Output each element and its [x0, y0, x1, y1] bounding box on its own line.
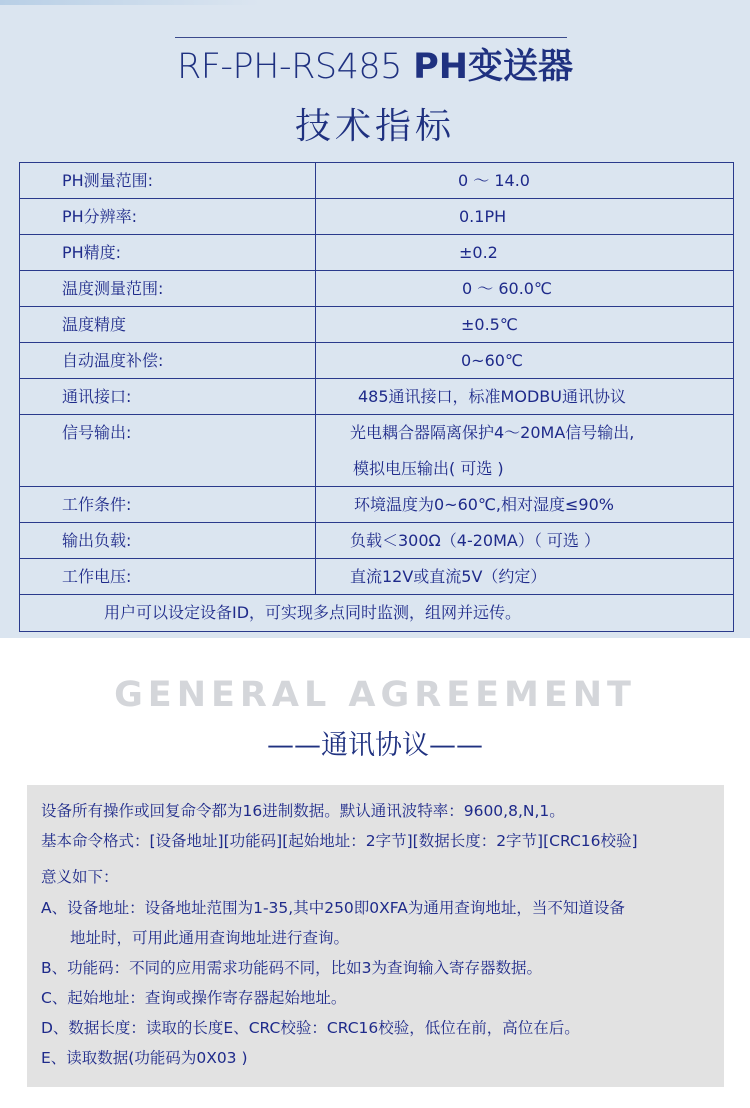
protocol-line: A、设备地址：设备地址范围为1-35,其中250即0XFA为通用查询地址，当不知道设备 [41, 899, 625, 917]
protocol-line: 设备所有操作或回复命令都为16进制数据。默认通讯波特率：9600,8,N,1。 [41, 802, 565, 820]
protocol-line: B、功能码：不同的应用需求功能码不同，比如3为查询输入寄存器数据。 [41, 959, 542, 977]
protocol-line: C、起始地址：查询或操作寄存器起始地址。 [41, 989, 347, 1007]
spec-label: PH分辨率: [20, 199, 316, 234]
spec-row-ph-range [20, 163, 733, 199]
spec-value-line: 光电耦合器隔离保护4～20MA信号输出, [350, 423, 635, 442]
spec-value: 直流12V或直流5V（约定） [350, 567, 547, 586]
spec-value: 0 ～ 60.0℃ [462, 279, 552, 298]
spec-label: PH精度: [20, 235, 316, 270]
page-subtitle: 技术指标 [294, 106, 455, 147]
spec-row-ph-resolution [20, 199, 733, 235]
spec-value: ±0.2 [459, 243, 498, 262]
page-title [0, 44, 750, 90]
title-product: PH变送器 [413, 47, 574, 87]
spec-label: 信号输出: [20, 415, 316, 486]
spec-row-ph-accuracy [20, 235, 733, 271]
spec-value: 485通讯接口，标准MODBU通讯协议 [358, 387, 626, 406]
protocol-line: 地址时，可用此通用查询地址进行查询。 [70, 929, 350, 947]
spec-row-working-conditions [20, 487, 733, 523]
spec-value: 0 ～ 14.0 [458, 171, 530, 190]
spec-value-line: 模拟电压输出( 可选 ) [353, 459, 504, 478]
spec-table [19, 162, 734, 632]
spec-note: 用户可以设定设备ID，可实现多点同时监测，组网并远传。 [104, 603, 522, 622]
protocol-subheading: ——通讯协议—— [267, 730, 483, 761]
spec-label: 输出负载: [20, 523, 316, 558]
spec-label: 温度精度 [20, 307, 316, 342]
title-model: RF-PH-RS485 [176, 47, 402, 87]
spec-value: ±0.5℃ [461, 315, 518, 334]
spec-value: 0.1PH [459, 207, 507, 226]
spec-row-temp-accuracy [20, 307, 733, 343]
spec-label: 通讯接口: [20, 379, 316, 414]
spec-label: 工作电压: [20, 559, 316, 594]
spec-row-signal-output [20, 415, 733, 487]
general-agreement-heading: GENERAL AGREEMENT [114, 675, 636, 715]
top-glow-decoration [0, 0, 260, 5]
spec-label: 工作条件: [20, 487, 316, 522]
spec-label: PH测量范围: [20, 163, 316, 198]
spec-row-working-voltage [20, 559, 733, 595]
spec-row-temp-range [20, 271, 733, 307]
spec-label: 自动温度补偿: [20, 343, 316, 378]
protocol-line: E、读取数据(功能码为0X03 ) [41, 1049, 248, 1067]
spec-value [316, 415, 733, 486]
title-rule [175, 37, 567, 38]
spec-row-interface [20, 379, 733, 415]
spec-value: 负载＜300Ω（4-20MA）（ 可选 ） [350, 531, 601, 550]
spec-row-output-load [20, 523, 733, 559]
spec-value: 0~60℃ [461, 351, 523, 370]
spec-row-note [20, 595, 733, 631]
spec-row-temp-compensation [20, 343, 733, 379]
protocol-line: 意义如下： [41, 868, 119, 886]
spec-label: 温度测量范围: [20, 271, 316, 306]
spec-value: 环境温度为0~60℃,相对湿度≤90% [354, 495, 614, 514]
protocol-box [27, 785, 724, 1087]
protocol-line: 基本命令格式：[设备地址][功能码][起始地址：2字节][数据长度：2字节][CRC16校验] [41, 832, 638, 850]
protocol-line: D、数据长度：读取的长度E、CRC校验：CRC16校验，低位在前，高位在后。 [41, 1019, 580, 1037]
